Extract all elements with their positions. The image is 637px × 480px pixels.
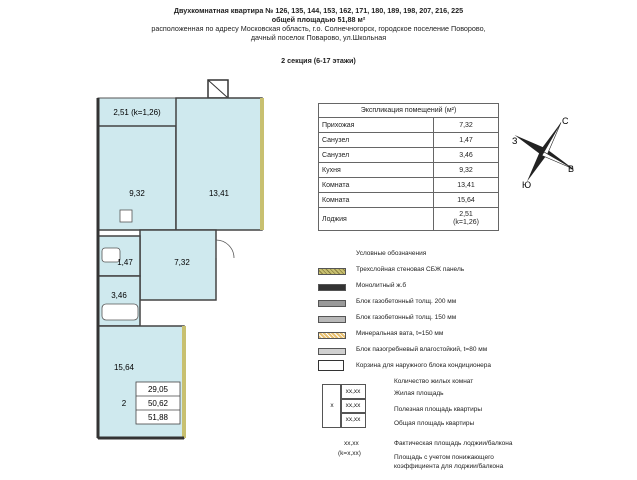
legend-title: Условные обозначения — [356, 250, 427, 257]
bath1-label: 1,47 — [117, 258, 133, 267]
compass-s: Ю — [522, 180, 532, 190]
room1-label: 13,41 — [208, 189, 230, 198]
summary-rooms: 2 — [121, 399, 127, 408]
area-key: x xx,xx xx,xx xx,xx Количество жилых комнат Жилая площадь Полезная площадь квартиры Общая площадь квартиры xx,xx (k=x,xx) Фактическая площадь лоджии/балкона Площадь с учетом понижающего коэффициента для лоджии/балкона — [318, 378, 618, 478]
compass-w: З — [512, 136, 518, 146]
table-row: Лоджия 2,51 (k=1,26) — [319, 208, 499, 231]
swatch-tongue-groove-icon — [318, 348, 346, 355]
swatch-block200-icon — [318, 300, 346, 307]
loggia-label: 2,51 (k=1,26) — [113, 108, 161, 117]
table-row: Комната 15,64 — [319, 193, 499, 208]
swatch-sbj-icon — [318, 268, 346, 275]
area-line: общей площадью 51,88 м² — [271, 15, 366, 24]
summary-useful: 50,62 — [147, 399, 169, 408]
bathtub-fixture — [102, 304, 138, 320]
summary-living: 29,05 — [147, 385, 169, 394]
kitchen-area — [98, 126, 176, 230]
table-row: Санузел 1,47 — [319, 133, 499, 148]
floor-plan — [80, 72, 270, 470]
key-x-cell: x — [322, 384, 342, 428]
table-row: Комната 13,41 — [319, 178, 499, 193]
compass-n: С — [562, 116, 569, 126]
swatch-wool-icon — [318, 332, 346, 339]
legend: Условные обозначения Трехслойная стеновая СБЖ панель Монолитный ж.б Блок газобетонный толщ. 200 мм Блок газобетонный толщ. 150 мм Минеральная вата, t=150 мм Блок пазогребневый влагостойкий, t=80 мм Корзина для наружного блока кондиционера — [318, 250, 618, 370]
header — [0, 6, 637, 42]
room1-area — [176, 98, 262, 230]
summary-total: 51,88 — [147, 413, 169, 422]
table-title: Экспликация помещений (м²) — [319, 104, 499, 118]
table-row: Кухня 9,32 — [319, 163, 499, 178]
room2-label: 15,64 — [113, 363, 135, 372]
table-row: Санузел 3,46 — [319, 148, 499, 163]
kitchen-label: 9,32 — [129, 189, 145, 198]
address-line-2: дачный поселок Поварово, ул.Школьная — [250, 33, 387, 42]
address-line: расположенная по адресу Московская область, г.о. Солнечногорск, городское поселение Поворово, — [151, 24, 486, 33]
sink-fixture — [120, 210, 132, 222]
swatch-block150-icon — [318, 316, 346, 323]
compass-icon — [504, 112, 584, 192]
bath2-label: 3,46 — [111, 291, 127, 300]
swatch-concrete-icon — [318, 284, 346, 291]
title-line: Двухкомнатная квартира № 126, 135, 144, 153, 162, 171, 180, 189, 198, 207, 216, 225 — [173, 6, 464, 15]
table-row: Прихожая 7,32 — [319, 118, 499, 133]
hall-label: 7,32 — [174, 258, 190, 267]
compass-e: В — [568, 164, 575, 174]
explication-table — [318, 103, 499, 231]
swatch-ac-basket-icon — [318, 360, 344, 371]
section-label: 2 секция (6-17 этажи) — [281, 56, 356, 65]
